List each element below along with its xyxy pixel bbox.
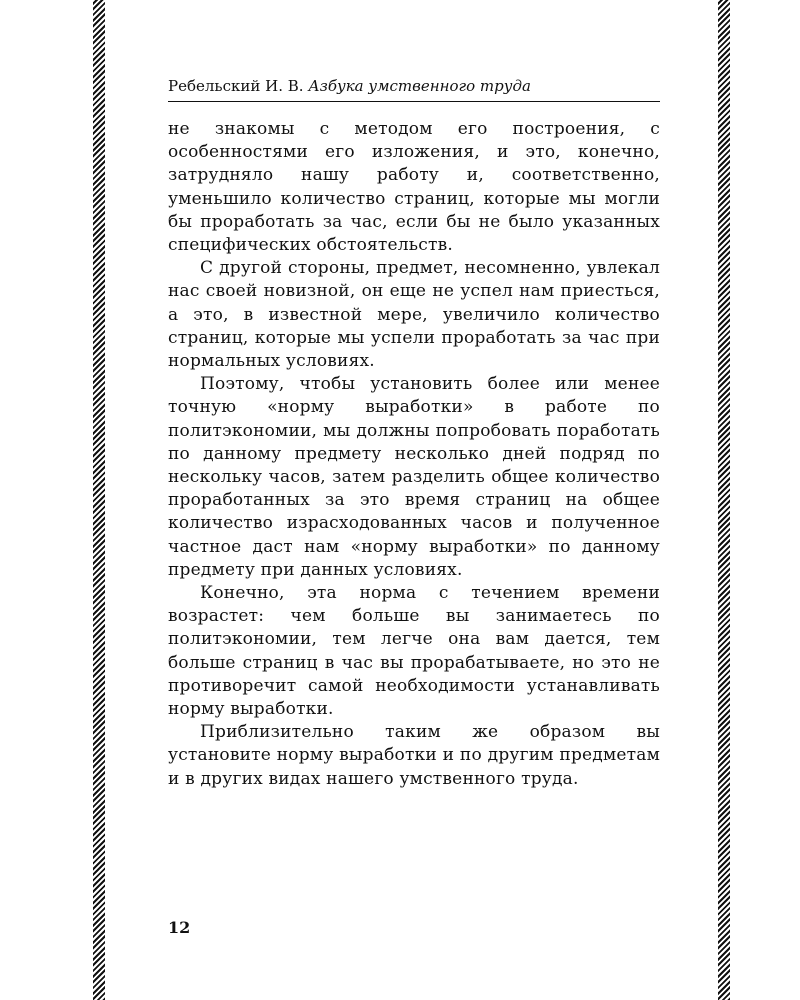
paragraph: С другой стороны, предмет, несомненно, увлекал нас своей новизной, он еще не успел нам приесться, а это, в известной мере, увеличило количество страниц, которые мы успели проработать за час при нормальных условиях. [168, 258, 660, 372]
right-page-edge [718, 0, 730, 1000]
running-head-author: Ребельский И. В. [168, 77, 304, 95]
paragraph-continued: не знакомы с методом его построения, с особенностями его изложения, и это, конечно, затрудняло нашу работу и, соответственно, уменьшило количество страниц, которые мы могли бы проработать за час, если бы не было указанных специфических обстоятельств. [168, 119, 660, 256]
page-number: 12 [168, 918, 191, 937]
paragraph: Конечно, эта норма с течением времени возрастет: чем больше вы занимаетесь по политэкономии, тем легче она вам дается, тем больше страниц в час вы прорабатываете, но это не противоречит самой необходимости устанавливать норму выработки. [168, 583, 660, 720]
left-page-edge [93, 0, 105, 1000]
paragraph: Приблизительно таким же образом вы установите норму выработки и по другим предметам и в других видах нашего умственного труда. [168, 722, 660, 789]
running-head [168, 73, 660, 102]
paragraph: Поэтому, чтобы установить более или менее точную «норму выработки» в работе по политэкономии, мы должны попробовать поработать по данному предмету несколько дней подряд по нескольку часов, затем разделить общее количество проработанных за это время страниц на общее количество израсходованных часов и полученное частное даст нам «норму выработки» по данному предмету при данных условиях. [168, 374, 660, 580]
running-head-title: Азбука умственного труда [308, 77, 531, 95]
body-text [168, 118, 660, 791]
